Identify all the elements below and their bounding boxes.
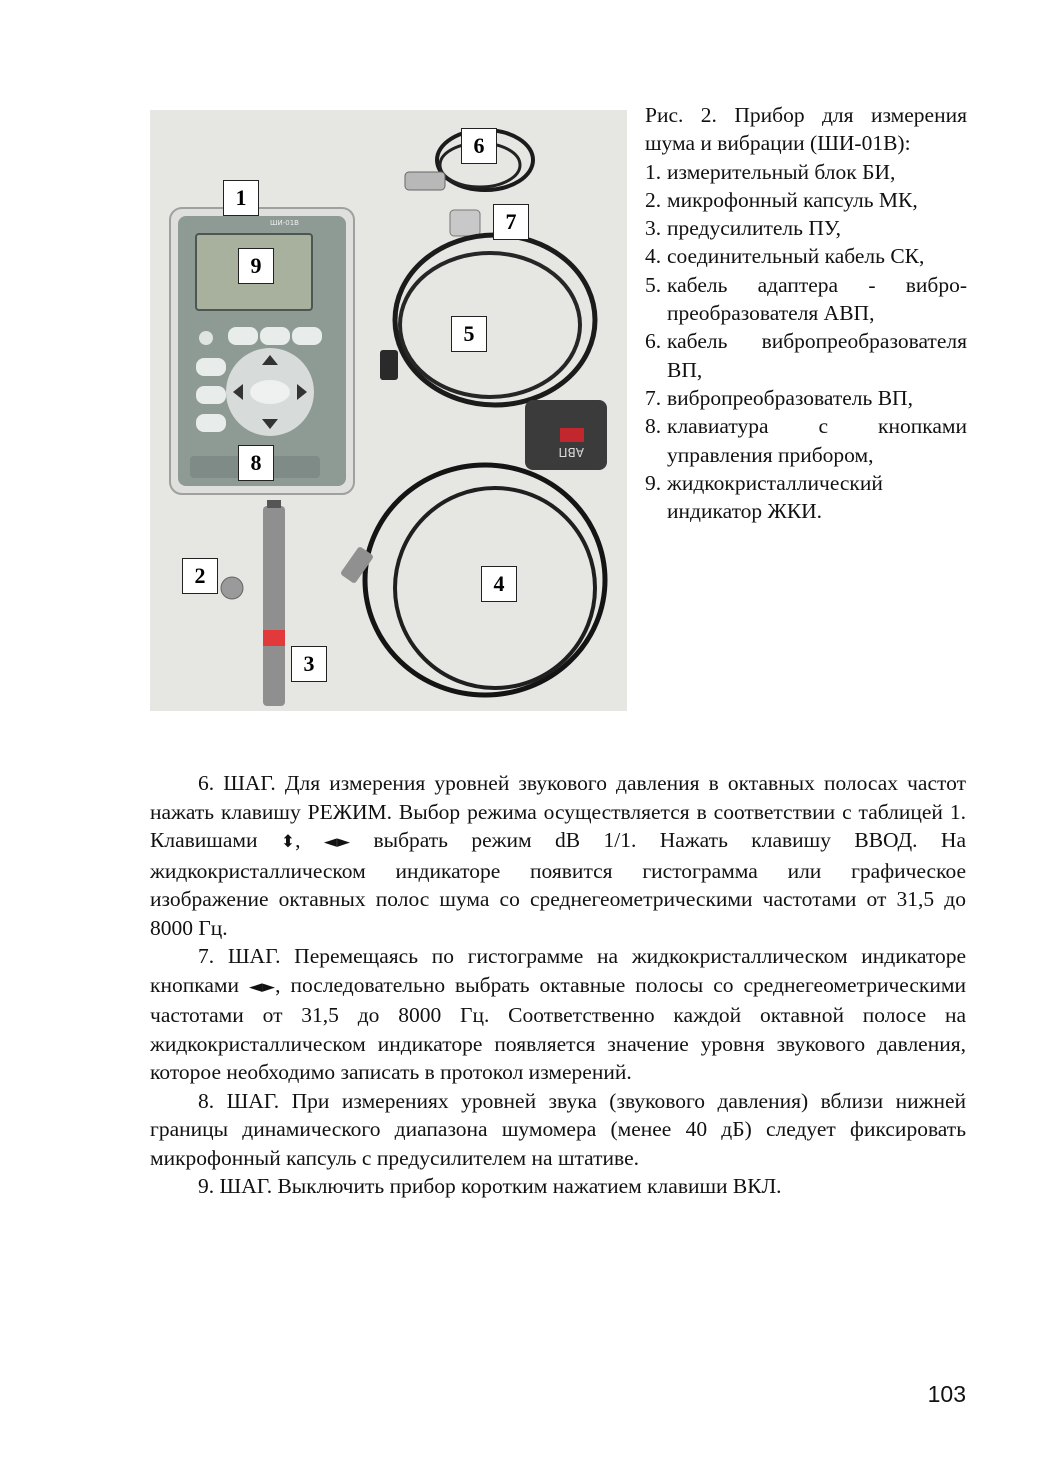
caption-item-text: вибропреобразователь ВП, — [667, 385, 913, 410]
caption-item-num: 4. — [645, 244, 662, 269]
caption-item-num: 2. — [645, 187, 662, 212]
step-6-text-b: , — [295, 828, 324, 852]
figure-caption — [645, 101, 967, 525]
up-down-arrows-icon: ⬍ — [280, 832, 296, 852]
photo-label-2: 2 — [182, 558, 218, 594]
caption-item-num: 8. — [645, 414, 662, 439]
body-text — [150, 769, 966, 1201]
caption-item — [645, 271, 967, 328]
step-7-text-b: , последовательно выбрать октавные полосы со среднегеометрическими частотами от 31,5 до 8000 Гц. Соответственно каждой октавной полосе на жидкокристаллическом индикаторе появляется значение уровня звукового давления, которое необходимо записать в протокол измерений. — [150, 972, 966, 1084]
adapter-box — [525, 400, 607, 470]
caption-item — [645, 384, 967, 412]
step-7-paragraph — [150, 942, 966, 1087]
caption-item — [645, 327, 967, 384]
caption-item — [645, 242, 967, 270]
caption-item-text: клавиатура с кнопками управления прибором, — [667, 414, 967, 467]
caption-item-text: соединительный кабель СК, — [667, 244, 925, 269]
step-9-paragraph: 9. ШАГ. Выключить прибор коротким нажатием клавиши ВКЛ. — [198, 1174, 782, 1198]
bnc-connector — [405, 172, 445, 190]
adapter-label-text: АВП — [558, 445, 584, 459]
caption-item — [645, 186, 967, 214]
preamplifier — [263, 500, 285, 706]
caption-item — [645, 214, 967, 242]
caption-item — [645, 158, 967, 186]
step-8-paragraph: 8. ШАГ. При измерениях уровней звука (звукового давления) вблизи нижней границы динамического диапазона шумомера (менее 40 дБ) следует фиксировать микрофонный капсуль с предусилителем на штативе. — [150, 1088, 966, 1170]
caption-item-text: микрофонный капсуль МК, — [667, 187, 918, 212]
left-right-arrows-icon: ◄► — [323, 832, 351, 852]
photo-label-9: 9 — [238, 248, 274, 284]
caption-title-line1: Рис. 2. Прибор для измерения — [645, 103, 967, 127]
caption-item-num: 3. — [645, 216, 662, 241]
cable-5-coil — [395, 235, 595, 405]
caption-item-num: 6. — [645, 329, 662, 354]
caption-item-num: 5. — [645, 272, 662, 297]
microphone-capsule — [221, 577, 243, 599]
photo-label-4: 4 — [481, 566, 517, 602]
step-6-text-a: 6. ШАГ. Для измерения уровней звукового давления в октавных полосах частот нажать клавишу РЕЖИМ. Выбор режима осуществляется в соответствии с таблицей 1. Клавишами — [150, 771, 966, 852]
step-7-text-a: 7. ШАГ. Перемещаясь по гистограмме на жидкокристаллическом индикаторе кнопками — [150, 944, 966, 997]
photo-label-8: 8 — [238, 445, 274, 481]
device-model-text: ШИ-01В — [270, 219, 299, 227]
left-right-arrows-icon: ◄► — [248, 976, 276, 997]
photo-label-1: 1 — [223, 180, 259, 216]
caption-item-text: жидкокристаллический индикатор ЖКИ. — [667, 470, 883, 524]
photo-label-6: 6 — [461, 128, 497, 164]
caption-item — [645, 469, 967, 526]
caption-item-text: измерительный блок БИ, — [667, 159, 896, 184]
caption-item — [645, 412, 967, 469]
caption-item-num: 9. — [645, 470, 662, 495]
caption-item-num: 1. — [645, 159, 662, 184]
photo-label-3: 3 — [291, 646, 327, 682]
page-number: 103 — [927, 1381, 966, 1407]
device-photo-drawing — [150, 110, 627, 711]
caption-list — [645, 158, 967, 526]
caption-title-line2: шума и вибрации (ШИ-01В): — [645, 131, 911, 156]
caption-item-text: кабель вибропреобразователя ВП, — [667, 329, 967, 382]
device-photo — [150, 110, 627, 711]
caption-item-text: кабель адаптера - вибропреобразователя АВП, — [667, 272, 967, 326]
step-6-paragraph — [150, 769, 966, 942]
cable-5-connector — [380, 350, 398, 380]
caption-item-num: 7. — [645, 385, 662, 410]
photo-label-7: 7 — [493, 204, 529, 240]
photo-label-5: 5 — [451, 316, 487, 352]
vibration-transducer — [450, 210, 480, 236]
caption-item-text: предусилитель ПУ, — [667, 216, 841, 241]
step-6-text-c: выбрать режим dB 1/1. Нажать клавишу ВВОД. На жидкокристаллическом индикаторе появится гистограмма или графическое изображение октавных полос шума со среднегеометрическими частотами от 31,5 до 8000 Гц. — [150, 828, 966, 940]
